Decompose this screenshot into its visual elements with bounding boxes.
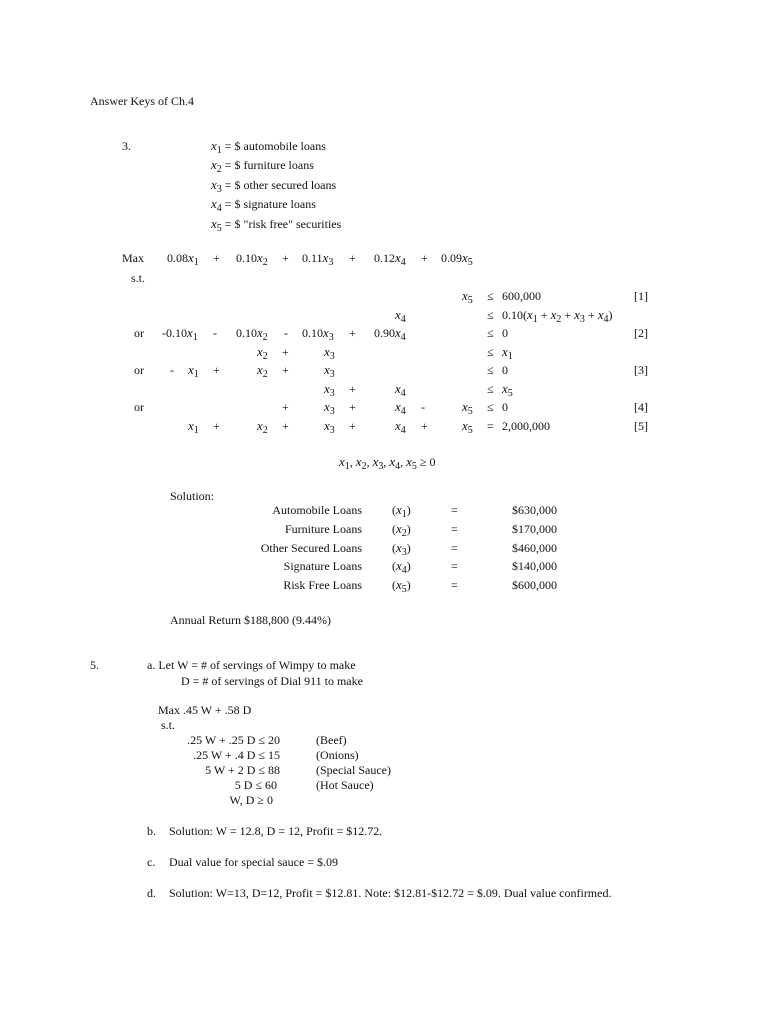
- annual-return: Annual Return $188,800 (9.44%): [170, 613, 331, 627]
- nonnegativity-constraint: $x_1$, $x_2$, $x_3$, $x_4$, $x_5 \ge 0$: [339, 454, 436, 472]
- part-a-line1: a. Let W = # of servings of Wimpy to make: [147, 658, 356, 672]
- definition-x1: $x_1$ = $ automobile loans: [211, 138, 326, 156]
- solution-name: Other Secured Loans: [260, 541, 362, 555]
- definition-x5: $x_5$ = $ "risk free" securities: [211, 216, 342, 234]
- definition-x4: $x_4$ = $ signature loans: [211, 196, 316, 214]
- definition-x3: $x_3$ = $ other secured loans: [211, 177, 337, 195]
- solution-name: Signature Loans: [283, 559, 362, 573]
- part-c-text: Dual value for special sauce = $.09: [169, 855, 339, 869]
- solution-label: Solution:: [170, 489, 215, 503]
- constraint-label: (Onions): [316, 748, 359, 762]
- part-a-line2: D = # of servings of Dial 911 to make: [181, 674, 363, 688]
- constraint-expression: .25 W + .25 D ≤ 20: [187, 733, 280, 747]
- solution-name: Automobile Loans: [272, 503, 362, 517]
- problem-number: 5.: [90, 658, 99, 672]
- subject-to-label: s.t.: [131, 271, 146, 285]
- page-title: Answer Keys of Ch.4: [90, 94, 194, 108]
- constraint-expression: W, D ≥ 0: [229, 793, 273, 807]
- solution-value: $600,000: [512, 578, 557, 592]
- objective-function: Max .45 W + .58 D: [158, 703, 252, 717]
- constraint-label: (Hot Sauce): [316, 778, 374, 792]
- subject-to-label: s.t.: [161, 718, 176, 732]
- constraint-expression: .25 W + .4 D ≤ 15: [193, 748, 280, 762]
- definition-x2: $x_2$ = $ furniture loans: [211, 157, 314, 175]
- solution-name: Furniture Loans: [285, 522, 362, 536]
- solution-name: Risk Free Loans: [283, 578, 362, 592]
- solution-value: $140,000: [512, 559, 557, 573]
- page: Answer Keys of Ch.4 3. $x_1$ = $ automobile loans $x_2$ = $ furniture loans $x_3$ = $ other secured loans $x_4$ = $ signature loans $x_5$ = $ "risk free" securities Max $0.08x_1$ + $0.10x_2$ + $0.11x_3$ + $0.12x_4$ + $0.09x_5$ s.t. $x_5$ ≤ 600,000 [1] $x_4$ ≤ $0.10(x_1 + x_2 + x_3 + x_4)$ or $-0.10x_1$ - $0.10x_2$ - $0.10x_3$ + $0.90x_4$ ≤ 0 [2] $x_2$ + $x_3$ ≤ $x_1$ or - $x_1$ + $x_2$ + $x_3$ ≤ 0 [3] $x_3$ + $x_4$ ≤ $x_5$ or + $x_3$ + $x_4$ - $x_5$ ≤ 0 [4] $x_1$ + $x_2$ + $x_3$ + $x_4$ + $x_5$ = 2,000,000 [5] $x_1$, $x_2$, $x_3$, $x_4$, $x_5 \ge 0$ Solution: Automobile Loans $(x_1)$ = $630,000 Furniture Loans $(x_2)$ = $170,000 Other Secured Loans $(x_3)$ = $460,000 Signature Loans $(x_4)$ = $140,000 Risk Free Loans $(x_5)$ = $600,000 Annual Return $188,800 (9.44%) 5. a. Let W = # of servings of Wimpy to make D = # of servings of Dial 911 to make Max .45 W + .58 D s.t. .25 W + .25 D ≤ 20 (Beef) .25 W + .4 D ≤ 15 (Onions) 5 W + 2 D ≤ 88 (Special Sauce) 5 D ≤ 60 (Hot Sauce) W, D ≥ 0 b. Solution: W = 12.8, D = 12, Profit = $12.72. c. Dual value for special sauce = $.09 d. Solution: W=13, D=12, Profit = $12.81. Note: $12.81-$12.72 = $.09. Dual value confirmed.: [90, 94, 648, 900]
- solution-value: $170,000: [512, 522, 557, 536]
- part-b-text: Solution: W = 12.8, D = 12, Profit = $12.72.: [169, 824, 383, 838]
- problem-number: 3.: [122, 139, 131, 153]
- constraint-label: (Special Sauce): [316, 763, 391, 777]
- constraint-label: (Beef): [316, 733, 347, 747]
- solution-value: $630,000: [512, 503, 557, 517]
- constraint-expression: 5 D ≤ 60: [234, 778, 277, 792]
- solution-value: $460,000: [512, 541, 557, 555]
- constraint-expression: 5 W + 2 D ≤ 88: [205, 763, 280, 777]
- part-d-text: Solution: W=13, D=12, Profit = $12.81. Note: $12.81-$12.72 = $.09. Dual value confirmed.: [169, 886, 612, 900]
